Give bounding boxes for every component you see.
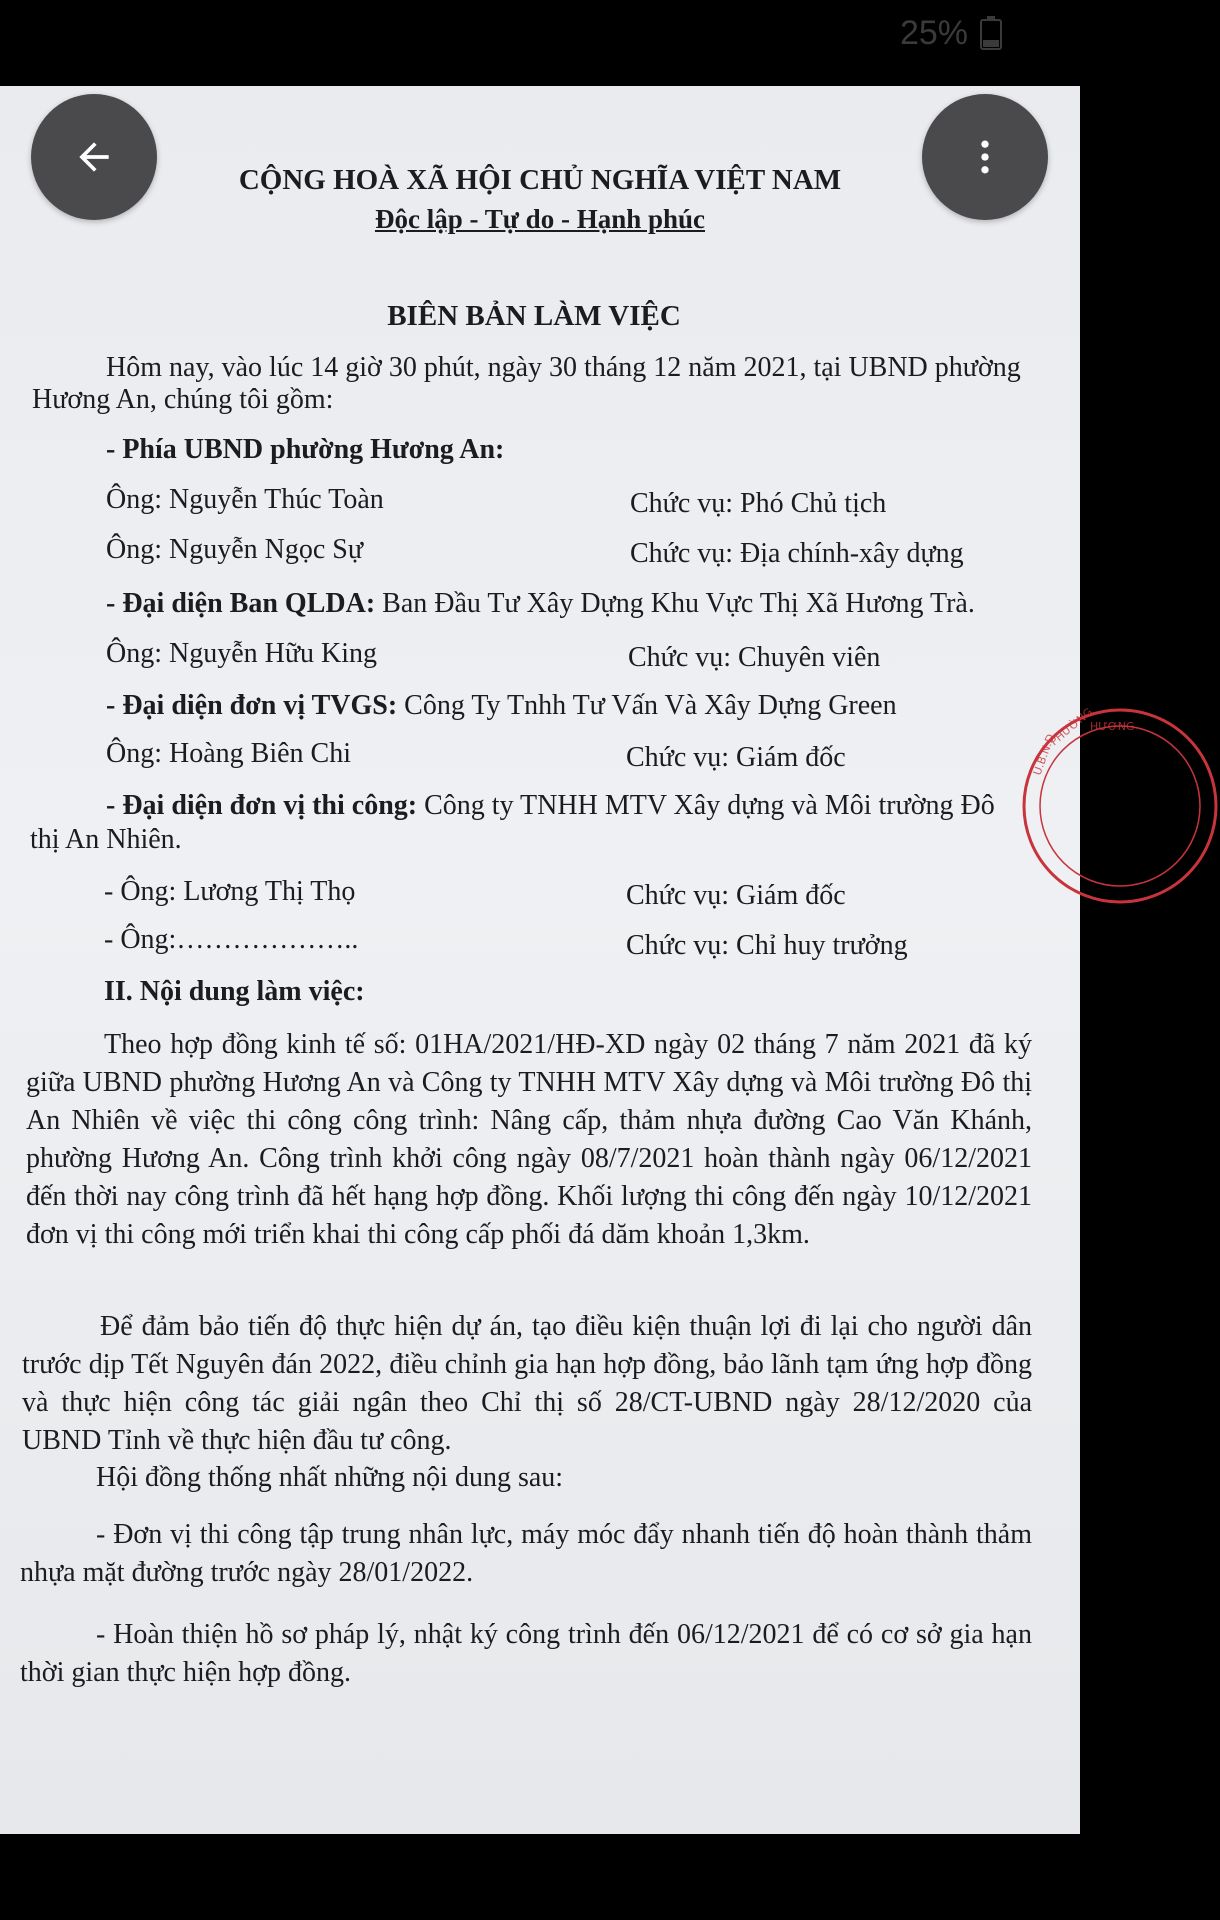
battery-percent: 25% [899,14,968,52]
person-3-name: Ông: Nguyễn Hữu King [106,638,378,669]
paragraph-3: Hội đồng thống nhất những nội dung sau: [96,1462,564,1493]
paragraph-1: Theo hợp đồng kinh tế số: 01HA/2021/HĐ-XD ngày 02 tháng 7 năm 2021 đã ký giữa UBND phường Hương An và Công ty TNHH MTV Xây dựng và Môi trường Đô thị An Nhiên về việc thi công công trình: Nâng cấp, thảm nhựa đường Cao Văn Khánh, phường Hương An. Công trình khởi công ngày 08/7/2021 hoàn thành ngày 06/12/2021 đến thời nay công trình đã hết hạng hợp đồng. Khối lượng thi công đến ngày 10/12/2021 đơn vị thi công mới triển khai thi công cấp phối đá dăm khoản 1,3km. [26,1029,1032,1250]
person-5-role: Chức vụ: Giám đốc [626,880,846,911]
person-4-role: Chức vụ: Giám đốc [626,742,846,773]
battery-icon [980,16,1002,50]
svg-text:U.B.N.D: U.B.N.D [1030,732,1058,778]
person-5-name: - Ông: Lương Thị Thọ [104,876,356,907]
section-contractor-value: Công ty TNHH MTV Xây dựng và Môi trường Đô [417,790,995,821]
paragraph-4: - Đơn vị thi công tập trung nhân lực, máy móc đẩy nhanh tiến độ hoàn thành thảm nhựa mặt đường trước ngày 28/01/2022. [20,1519,1032,1588]
person-2-name: Ông: Nguyễn Ngọc Sự [106,534,364,565]
intro-line-1: Hôm nay, vào lúc 14 giờ 30 phút, ngày 30 tháng 12 năm 2021, tại UBND phường [106,352,1021,383]
doc-national-header: CỘNG HOÀ XÃ HỘI CHỦ NGHĨA VIỆT NAM [238,164,842,196]
svg-text:PHƯỜNG: PHƯỜNG [1047,705,1096,749]
red-seal-stamp [1020,706,1220,906]
person-3-role: Chức vụ: Chuyên viên [628,642,881,673]
person-6-role: Chức vụ: Chỉ huy trưởng [626,930,908,961]
intro-line-2: Hương An, chúng tôi gồm: [32,384,334,415]
bottom-bar [0,1834,1080,1920]
section-contractor [106,790,995,822]
arrow-left-icon [72,135,116,179]
section-contractor-line-2: thị An Nhiên. [30,824,182,855]
section-qlda-label: - Đại diện Ban QLDA: [106,588,376,619]
section-qlda [106,588,975,620]
paragraph-5: - Hoàn thiện hồ sơ pháp lý, nhật ký công trình đến 06/12/2021 để có cơ sở gia hạn thời gian thực hiện hợp đồng. [20,1619,1032,1688]
document-photo [0,86,1135,1834]
person-1-name: Ông: Nguyễn Thúc Toàn [106,484,384,515]
status-bar [0,0,1080,86]
paragraph-2: Để đảm bảo tiến độ thực hiện dự án, tạo điều kiện thuận lợi đi lại cho người dân trước dịp Tết Nguyên đán 2022, điều chỉnh gia hạn hợp đồng, bảo lãnh tạm ứng hợp đồng và thực hiện công tác giải ngân theo Chỉ thị số 28/CT-UBND ngày 28/12/2020 của UBND Tỉnh về thực hiện đầu tư công. [22,1311,1032,1456]
doc-title: BIÊN BẢN LÀM VIỆC [387,300,681,332]
back-button[interactable] [31,94,157,220]
section-ubnd-heading: - Phía UBND phường Hương An: [106,434,505,465]
section-2-heading: II. Nội dung làm việc: [104,976,365,1007]
section-tvgs-value: Công Ty Tnhh Tư Vấn Và Xây Dựng Green [397,690,897,721]
person-1-role: Chức vụ: Phó Chủ tịch [630,488,887,519]
person-6-name: - Ông:……………….. [104,924,359,955]
section-tvgs [106,690,897,722]
doc-motto: Độc lập - Tự do - Hạnh phúc [374,204,706,234]
more-options-button[interactable] [922,94,1048,220]
person-2-role: Chức vụ: Địa chính-xây dựng [630,538,964,569]
section-tvgs-label: - Đại diện đơn vị TVGS: [106,690,398,721]
section-qlda-value: Ban Đầu Tư Xây Dựng Khu Vực Thị Xã Hương Trà. [375,588,975,619]
person-4-name: Ông: Hoàng Biên Chi [106,738,351,769]
more-vertical-icon [963,135,1007,179]
svg-text:HƯƠNG: HƯƠNG [1090,720,1135,733]
section-contractor-label: - Đại diện đơn vị thi công: [106,790,418,821]
